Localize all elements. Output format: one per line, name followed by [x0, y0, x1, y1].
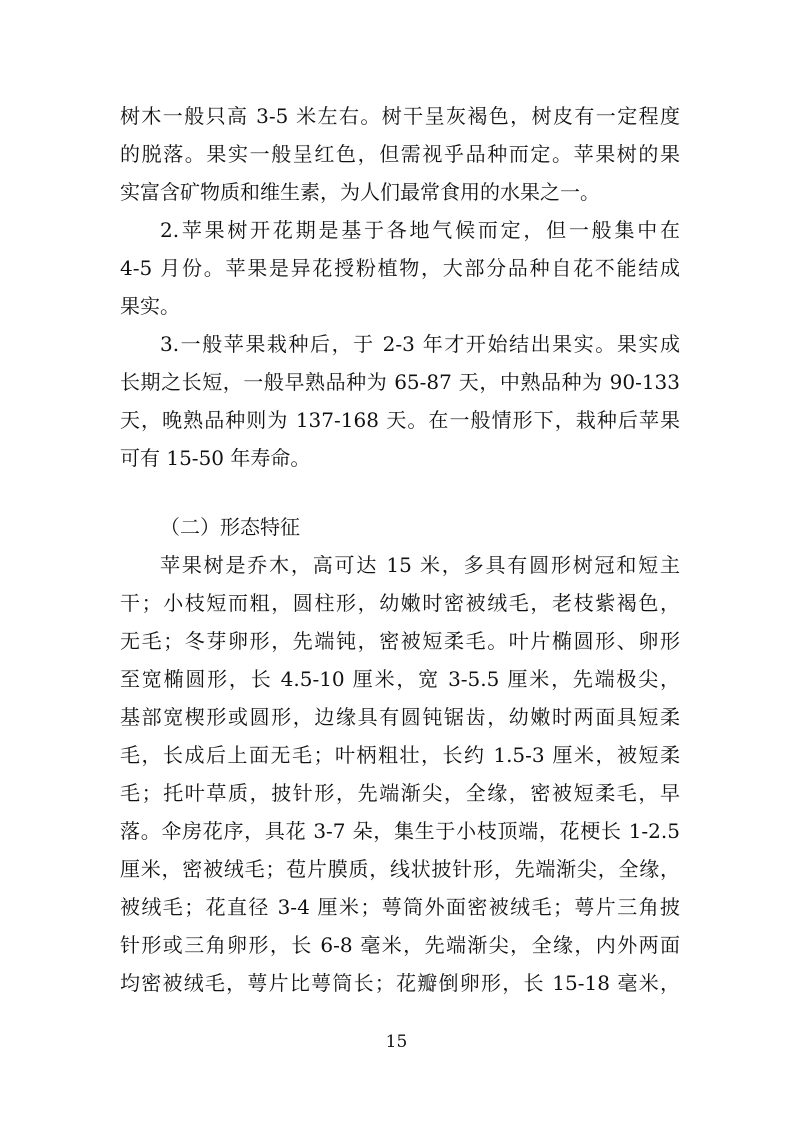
paragraph-1-line-2: 的脱落。果实一般呈红色，但需视乎品种而定。苹果树的果 [120, 142, 680, 166]
morphology-line-1: 苹果树是乔木，高可达 15 米，多具有圆形树冠和短主 [160, 553, 680, 577]
morphology-line-11: 针形或三角卵形，长 6-8 毫米，先端渐尖，全缘，内外两面 [120, 933, 680, 957]
paragraph-3-line-2: 长期之长短，一般早熟品种为 65-87 天，中熟品种为 90-133 [120, 370, 680, 394]
morphology-line-10: 被绒毛；花直径 3-4 厘米；萼筒外面密被绒毛；萼片三角披 [120, 895, 680, 919]
paragraph-1-line-3: 实富含矿物质和维生素，为人们最常食用的水果之一。 [120, 180, 600, 204]
morphology-line-2: 干；小枝短而粗，圆柱形，幼嫩时密被绒毛，老枝紫褐色， [120, 591, 680, 615]
morphology-line-6: 毛，长成后上面无毛；叶柄粗壮，长约 1.5-3 厘米，被短柔 [120, 743, 680, 767]
morphology-line-5: 基部宽楔形或圆形，边缘具有圆钝锯齿，幼嫩时两面具短柔 [120, 705, 680, 729]
page-number: 15 [385, 1032, 408, 1052]
paragraph-1-line-1: 树木一般只高 3-5 米左右。树干呈灰褐色，树皮有一定程度 [120, 104, 680, 128]
morphology-line-3: 无毛；冬芽卵形，先端钝，密被短柔毛。叶片椭圆形、卵形 [120, 629, 680, 653]
morphology-line-4: 至宽椭圆形，长 4.5-10 厘米，宽 3-5.5 厘米，先端极尖， [120, 667, 680, 691]
paragraph-3-line-3: 天，晚熟品种则为 137-168 天。在一般情形下，栽种后苹果 [120, 408, 680, 432]
paragraph-2-line-3: 果实。 [120, 294, 180, 318]
paragraph-2-line-1: 2.苹果树开花期是基于各地气候而定，但一般集中在 [160, 218, 680, 242]
morphology-line-12: 均密被绒毛，萼片比萼筒长；花瓣倒卵形，长 15-18 毫米， [120, 971, 680, 995]
morphology-line-9: 厘米，密被绒毛；苞片膜质，线状披针形，先端渐尖，全缘， [120, 857, 680, 881]
paragraph-2-line-2: 4-5 月份。苹果是异花授粉植物，大部分品种自花不能结成 [120, 256, 680, 280]
section-heading: （二）形态特征 [160, 515, 300, 539]
morphology-line-7: 毛；托叶草质，披针形，先端渐尖，全缘，密被短柔毛，早 [120, 781, 680, 805]
paragraph-3-line-1: 3.一般苹果栽种后，于 2-3 年才开始结出果实。果实成 [160, 332, 680, 356]
paragraph-3-line-4: 可有 15-50 年寿命。 [120, 446, 311, 470]
morphology-line-8: 落。伞房花序，具花 3-7 朵，集生于小枝顶端，花梗长 1-2.5 [120, 819, 680, 843]
